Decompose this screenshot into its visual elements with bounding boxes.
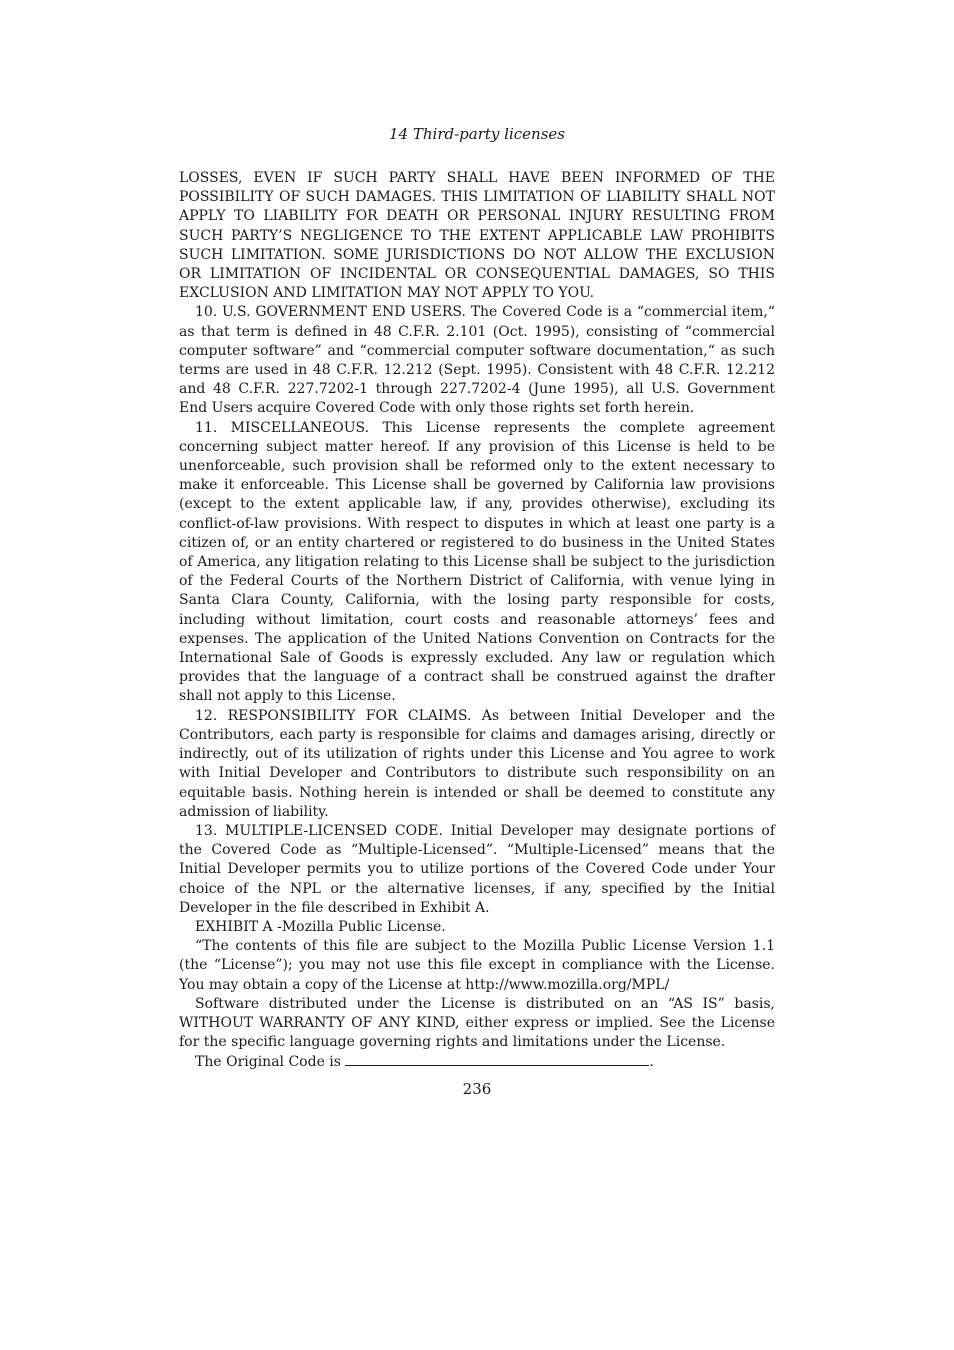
fill-in-blank-line xyxy=(345,1052,649,1066)
page-number: 236 xyxy=(462,1080,492,1098)
paragraph-miscellaneous: 11. MISCELLANEOUS. This License represents the complete agreement concerning subject matter hereof. If any provision of this License is held to be unenforceable, such provision shall be reformed only to the extent necessary to make it enforceable. This License shall be governed by California law provisions (except to the extent applicable law, if any, provides otherwise), excluding its conflict-of-law provisions. With respect to disputes in which at least one party is a citizen of, or an entity chartered or registered to do business in the United States of America, any litigation relating to this License shall be subject to the jurisdiction of the Federal Courts of the Northern District of California, with venue lying in Santa Clara County, California, with the losing party responsible for costs, including without limitation, court costs and reasonable attorneys’ fees and expenses. The application of the United Nations Convention on Contracts for the International Sale of Goods is expressly excluded. Any law or regulation which provides that the language of a contract shall be construed against the drafter shall not apply to this License. xyxy=(179,419,775,705)
original-code-prefix: The Original Code is xyxy=(195,1054,346,1071)
paragraph-exhibit-a: EXHIBIT A -Mozilla Public License. xyxy=(195,918,446,935)
paragraph-losses: LOSSES, EVEN IF SUCH PARTY SHALL HAVE BEEN INFORMED OF THE POSSIBILITY OF SUCH DAMAGES. THIS LIMITATION OF LIABILITY SHALL NOT APPLY TO LIABILITY FOR DEATH OR PERSONAL INJURY RESULTING FROM SUCH PARTY’S NEGLIGENCE TO THE EXTENT APPLICABLE LAW PROHIBITS SUCH LIMITATION. SOME JURISDICTIONS DO NOT ALLOW THE EXCLUSION OR LIMITATION OF INCIDENTAL OR CONSEQUENTIAL DAMAGES, SO THIS EXCLUSION AND LIMITATION MAY NOT APPLY TO YOU. xyxy=(179,170,775,302)
paragraph-multiple-licensed-code: 13. MULTIPLE-LICENSED CODE. Initial Developer may designate portions of the Covered Code as “Multiple-Licensed”. “Multiple-Licensed” means that the Initial Developer permits you to utilize portions of the Covered Code under Your choice of the NPL or the alternative licenses, if any, specified by the Initial Developer in the file described in Exhibit A. xyxy=(179,822,775,916)
paragraph-original-code xyxy=(179,1052,775,1072)
paragraph-contents-notice: “The contents of this file are subject to the Mozilla Public License Version 1.1 (the “License”); you may not use this file except in compliance with the License. You may obtain a copy of the License at http://www.mozilla.org/MPL/ xyxy=(179,938,775,993)
running-header: 14 Third-party licenses xyxy=(389,125,565,143)
original-code-suffix: . xyxy=(649,1054,654,1071)
paragraph-as-is-notice: Software distributed under the License is distributed on an “AS IS” basis, WITHOUT WARRANTY OF ANY KIND, either express or implied. See the License for the specific language governing rights and limitations under the License. xyxy=(179,995,775,1051)
license-body xyxy=(179,169,775,1073)
paragraph-government-end-users: 10. U.S. GOVERNMENT END USERS. The Covered Code is a “commercial item,“ as that term is defined in 48 C.F.R. 2.101 (Oct. 1995), consisting of “commercial computer software” and “commercial computer software documentation,“ as such terms are used in 48 C.F.R. 12.212 (Sept. 1995). Consistent with 48 C.F.R. 12.212 and 48 C.F.R. 227.7202-1 through 227.7202-4 (June 1995), all U.S. Government End Users acquire Covered Code with only those rights set forth herein. xyxy=(179,304,775,417)
paragraph-responsibility-for-claims: 12. RESPONSIBILITY FOR CLAIMS. As between Initial Developer and the Contributors, each party is responsible for claims and damages arising, directly or indirectly, out of its utilization of rights under this License and You agree to work with Initial Developer and Contributors to distribute such responsibility on an equitable basis. Nothing herein is intended or shall be deemed to constitute any admission of liability. xyxy=(179,707,775,820)
